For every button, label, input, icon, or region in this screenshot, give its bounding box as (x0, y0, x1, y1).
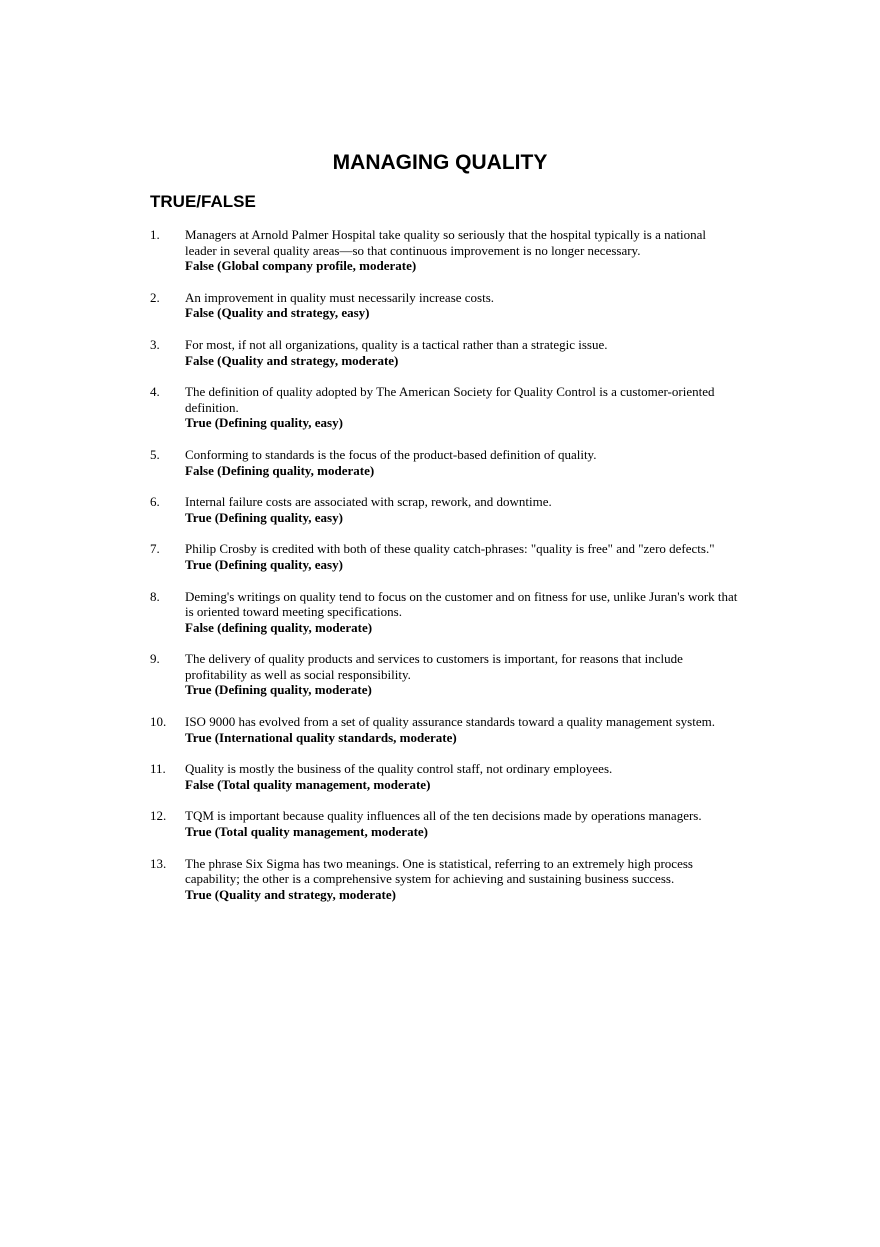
question-item (150, 761, 740, 792)
question-number: 13. (150, 855, 167, 871)
question-number: 8. (150, 588, 160, 604)
question-answer: False (Global company profile, moderate) (185, 258, 417, 274)
page-title: MANAGING QUALITY (332, 151, 548, 174)
question-number: 1. (150, 227, 160, 242)
question-text: Internal failure costs are associated with scrap, rework, and downtime. (185, 494, 552, 510)
section-heading: TRUE/FALSE (150, 192, 256, 211)
question-number: 6. (150, 494, 160, 510)
question-answer: False (Defining quality, moderate) (185, 462, 375, 478)
question-answer: True (International quality standards, moderate) (185, 729, 457, 745)
question-number: 5. (150, 446, 160, 462)
question-item (150, 808, 740, 839)
question-item (150, 337, 740, 368)
question-item (150, 651, 740, 698)
question-answer: False (Quality and strategy, moderate) (185, 352, 399, 368)
question-number: 7. (150, 541, 160, 557)
question-answer: True (Defining quality, easy) (185, 415, 343, 431)
question-text: Deming's writings on quality tend to focus on the customer and on fitness for use, unlike Juran's work that is oriented toward meeting specifications. (185, 588, 738, 620)
question-number: 9. (150, 651, 160, 667)
question-answer: True (Total quality management, moderate) (185, 824, 429, 840)
question-list (150, 227, 740, 918)
question-answer: True (Quality and strategy, moderate) (185, 886, 396, 902)
question-text: Conforming to standards is the focus of the product-based definition of quality. (185, 446, 597, 462)
question-item (150, 714, 740, 745)
question-item (150, 494, 740, 525)
question-text: For most, if not all organizations, quality is a tactical rather than a strategic issue. (185, 336, 608, 352)
question-text: Managers at Arnold Palmer Hospital take quality so seriously that the hospital typically is a national leader in several quality areas—so that continuous improvement is no longer necessary. (185, 227, 706, 258)
question-item (150, 384, 740, 431)
question-text: Philip Crosby is credited with both of these quality catch-phrases: "quality is free" and "zero defects." (185, 541, 715, 557)
question-text: TQM is important because quality influences all of the ten decisions made by operations managers. (185, 808, 702, 824)
question-item (150, 856, 740, 903)
question-number: 2. (150, 289, 160, 305)
question-number: 4. (150, 384, 160, 400)
question-answer: False (Quality and strategy, easy) (185, 305, 370, 321)
question-item (150, 447, 740, 478)
question-item (150, 589, 740, 636)
question-number: 3. (150, 336, 160, 352)
question-text: An improvement in quality must necessarily increase costs. (185, 289, 495, 305)
question-number: 12. (150, 808, 167, 824)
question-answer: True (Defining quality, easy) (185, 556, 343, 572)
question-answer: False (defining quality, moderate) (185, 619, 373, 635)
question-answer: True (Defining quality, easy) (185, 509, 343, 525)
question-text: The definition of quality adopted by The American Society for Quality Control is a customer-oriented definition. (185, 384, 715, 415)
question-answer: False (Total quality management, moderate) (185, 776, 431, 792)
question-item (150, 290, 740, 321)
question-answer: True (Defining quality, moderate) (185, 682, 372, 698)
question-text: Quality is mostly the business of the quality control staff, not ordinary employees. (185, 761, 613, 777)
question-text: ISO 9000 has evolved from a set of quality assurance standards toward a quality management system. (185, 714, 715, 730)
question-text: The phrase Six Sigma has two meanings. One is statistical, referring to an extremely high process capability; the other is a comprehensive system for achieving and sustaining business success. (185, 855, 693, 887)
question-text: The delivery of quality products and services to customers is important, for reasons that include profitability as well as social responsibility. (185, 651, 683, 682)
question-number: 10. (150, 714, 167, 730)
question-item (150, 227, 740, 274)
question-item (150, 541, 740, 572)
question-number: 11. (150, 761, 166, 777)
